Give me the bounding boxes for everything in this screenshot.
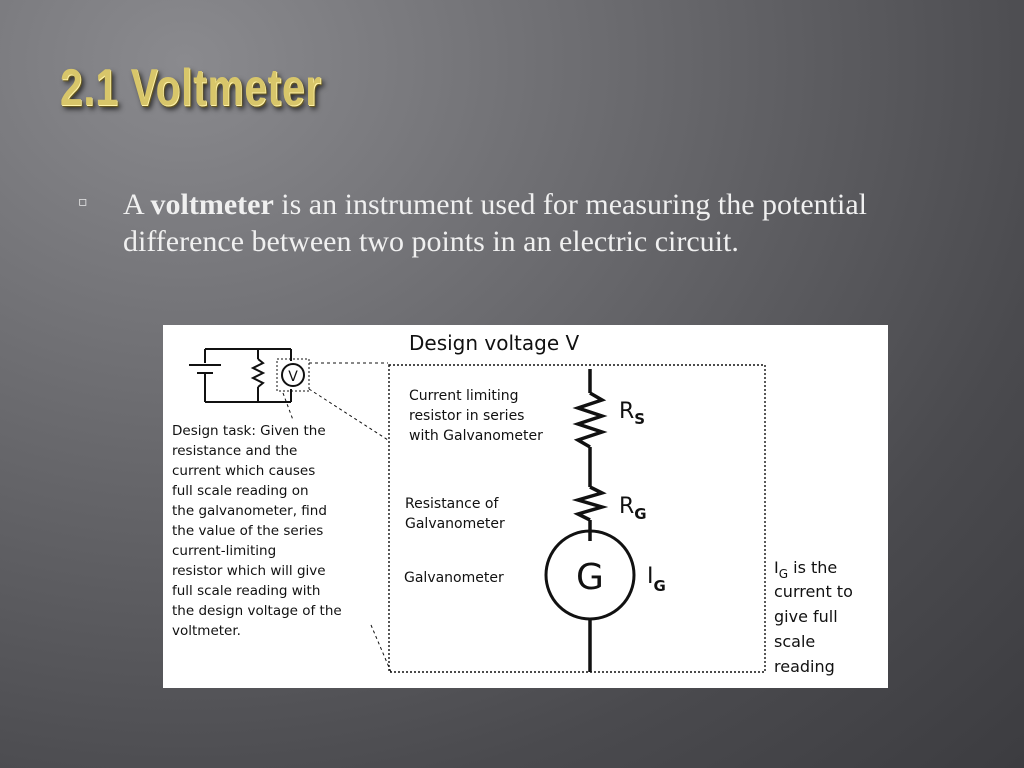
bullet-bold-term: voltmeter (150, 188, 274, 221)
resistance-of-galvanometer-label (405, 496, 505, 532)
rs-resistor-zigzag (578, 393, 602, 447)
bullet-text (123, 186, 933, 260)
svg-text:resistor in series: resistor in series (409, 408, 525, 424)
small-resistor-zigzag (253, 359, 263, 387)
svg-text:full scale reading on: full scale reading on (172, 483, 309, 499)
ig-label: $I_G$ (647, 564, 666, 595)
svg-text:full scale reading with: full scale reading with (172, 583, 321, 599)
rg-resistor-zigzag (578, 487, 602, 520)
svg-text:Resistance of: Resistance of (405, 496, 499, 512)
svg-text:the galvanometer, find: the galvanometer, find (172, 503, 327, 519)
svg-text:resistor which will give: resistor which will give (172, 563, 326, 579)
svg-text:scale: scale (774, 632, 816, 651)
rs-label: $R_S$ (619, 399, 646, 428)
svg-text:reading: reading (774, 657, 835, 676)
svg-text:resistance and the: resistance and the (172, 443, 298, 459)
design-task-text (172, 423, 342, 639)
svg-text:IG is the: $I_G$ is the (774, 558, 838, 581)
svg-text:current to: current to (774, 582, 853, 601)
design-voltage-header: Design voltage V (409, 331, 580, 355)
current-limiting-label (409, 388, 543, 444)
galvanometer-symbol: G (576, 557, 604, 598)
svg-text:Design task: Given the: Design task: Given the (172, 423, 326, 439)
rg-label: $R_G$ (619, 494, 647, 523)
svg-text:the design voltage of the: the design voltage of the (172, 603, 342, 619)
svg-text:with Galvanometer: with Galvanometer (409, 428, 543, 444)
svg-text:voltmeter.: voltmeter. (172, 623, 241, 639)
circuit-diagram (163, 325, 888, 688)
ig-note (774, 558, 853, 676)
bullet-rest: is an instrument used for measuring the potential difference between two points in an electric circuit. (123, 188, 867, 258)
galvanometer-label: Galvanometer (404, 570, 504, 586)
svg-text:the value of the series: the value of the series (172, 523, 324, 539)
svg-text:Current limiting: Current limiting (409, 388, 519, 404)
small-schematic (189, 349, 304, 402)
slide-title: 2.1 Voltmeter (60, 59, 322, 117)
bullet-square-icon: ▫ (78, 194, 88, 210)
voltmeter-circuit-figure (163, 325, 888, 688)
svg-text:Galvanometer: Galvanometer (405, 516, 505, 532)
bullet-prefix: A (123, 188, 151, 221)
svg-text:give full: give full (774, 607, 838, 626)
svg-text:current-limiting: current-limiting (172, 543, 277, 559)
voltmeter-symbol: V (288, 369, 298, 385)
svg-text:current which causes: current which causes (172, 463, 316, 479)
callout-bottom-line (371, 625, 391, 672)
